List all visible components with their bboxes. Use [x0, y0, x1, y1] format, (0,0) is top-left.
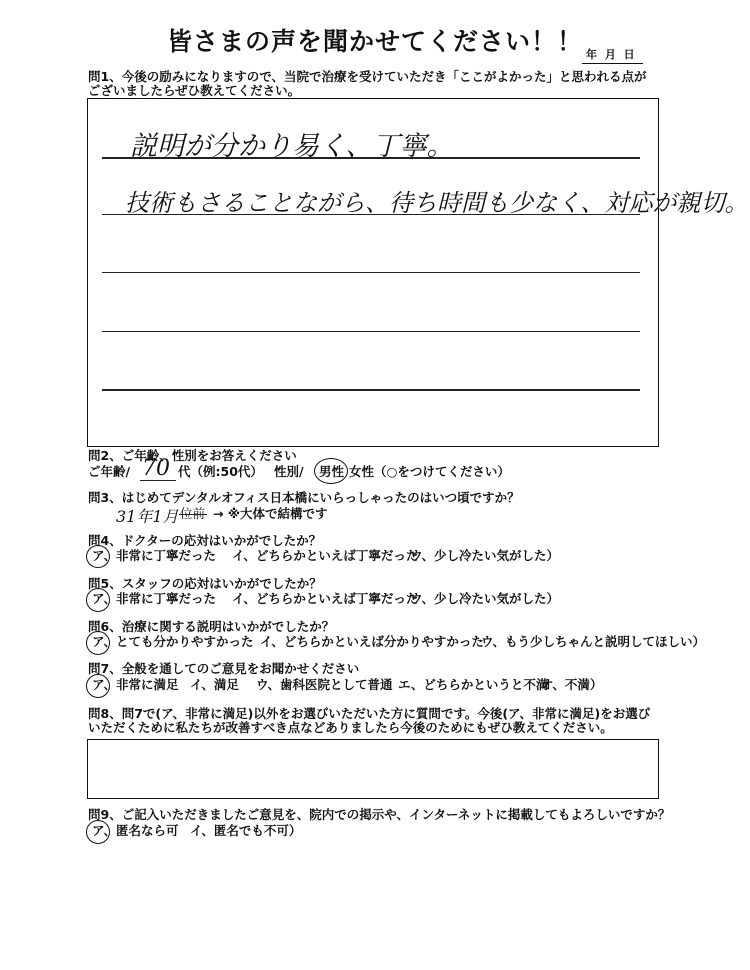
q3-line1: 問3、はじめてデンタルオフィス日本橋にいらっしゃったのはいつ頃ですか？ — [88, 490, 520, 505]
q5-line1: 問5、スタッフの応対はいかがでしたか？ — [88, 576, 322, 591]
q2-age-handwritten: 70 — [142, 456, 170, 481]
q4-line1: 問4、ドクターの応対はいかがでしたか？ — [88, 533, 322, 548]
q6-option-b[interactable]: イ、どちらかといえば分かりやすかった — [260, 634, 484, 649]
q8-line1: 問8、問7で(ア、非常に満足)以外をお選びいただいた方に質問です。今後(ア、非常に満足)をお選び — [88, 706, 651, 721]
q2-gender-male[interactable]: 男性 — [319, 464, 345, 479]
q8-answer-box[interactable] — [87, 739, 659, 799]
male-circle-mark — [314, 458, 348, 484]
date-label: 年 月 日 — [582, 46, 643, 64]
q7-line1: 問7、全般を通してのご意見をお聞かせください — [88, 661, 360, 676]
q1-handwritten-answer-1: 説明が分かり易く、丁寧。 — [130, 131, 454, 162]
q1-line1: 問1、今後の励みになりますので、当院で治療を受けていただき「ここがよかった」と思われる点が — [88, 69, 647, 84]
q2-gender-prefix: 性別/ — [274, 464, 304, 479]
q5-option-c[interactable]: ウ、少し冷たい気がした） — [410, 591, 560, 606]
q7-option-e[interactable]: オ、不満） — [541, 677, 603, 692]
q1-line2: ございましたらぜひ教えてください。 — [88, 83, 301, 98]
q9-option-a[interactable]: ア、匿名なら可 — [92, 823, 179, 838]
q4-circle-mark — [86, 545, 110, 568]
age-underline — [140, 480, 176, 481]
q2-line1: 問2、ご年齢、性別をお答えください — [88, 448, 297, 463]
strike-through-mark — [179, 514, 207, 515]
q6-circle-mark — [86, 631, 110, 655]
q2-age-suffix: 代（例:50代） — [178, 464, 263, 479]
q6-option-c[interactable]: ウ、もう少しちゃんと説明してほしい） — [481, 634, 706, 649]
q6-option-a[interactable]: ア、とても分かりやすかった — [92, 634, 254, 649]
q3-handwritten-answer: 31年1月 — [116, 507, 179, 526]
q3-struck-text: 位前 — [180, 506, 206, 521]
writing-line-4 — [102, 331, 640, 332]
q4-option-c[interactable]: ウ、少し冷たい気がした） — [410, 548, 560, 563]
page-title: 皆さまの声を聞かせてください！！ — [166, 27, 583, 56]
q7-option-c[interactable]: ウ、歯科医院として普通 — [256, 677, 393, 692]
q9-line1: 問9、ご記入いただきましたご意見を、院内での掲示や、インターネットに掲載してもよろしいですか？ — [88, 807, 671, 822]
q1-handwritten-answer-2: 技術もさることながら、待ち時間も少なく、対応が親切。 — [125, 189, 749, 217]
writing-line-5 — [102, 389, 640, 391]
q4-option-a[interactable]: ア、非常に丁寧だった — [92, 548, 217, 563]
q7-option-a[interactable]: ア、非常に満足 — [92, 677, 179, 692]
q6-line1: 問6、治療に関する説明はいかがでしたか？ — [88, 619, 335, 634]
q7-option-d[interactable]: エ、どちらかというと不満 — [398, 677, 549, 692]
q9-option-b[interactable]: イ、匿名でも不可） — [190, 823, 302, 838]
q5-circle-mark — [86, 588, 110, 612]
q3-note: → ※大体で結構です — [213, 506, 328, 521]
writing-line-1 — [102, 157, 640, 159]
q7-circle-mark — [86, 674, 110, 698]
writing-line-3 — [102, 272, 640, 273]
q2-gender-rest: 女性（○をつけてください） — [349, 464, 510, 479]
q7-option-b[interactable]: イ、満足 — [190, 677, 239, 692]
q8-line2: いただくために私たちが改善すべき点などありましたら今後のためにもぜひ教えてください。 — [88, 720, 613, 735]
q2-age-prefix: ご年齢/ — [88, 464, 131, 479]
q9-circle-mark — [86, 820, 110, 844]
q4-option-b[interactable]: イ、どちらかといえば丁寧だった — [232, 548, 419, 563]
q5-option-a[interactable]: ア、非常に丁寧だった — [92, 591, 217, 606]
writing-line-2 — [102, 214, 640, 215]
q5-option-b[interactable]: イ、どちらかといえば丁寧だった — [232, 591, 419, 606]
